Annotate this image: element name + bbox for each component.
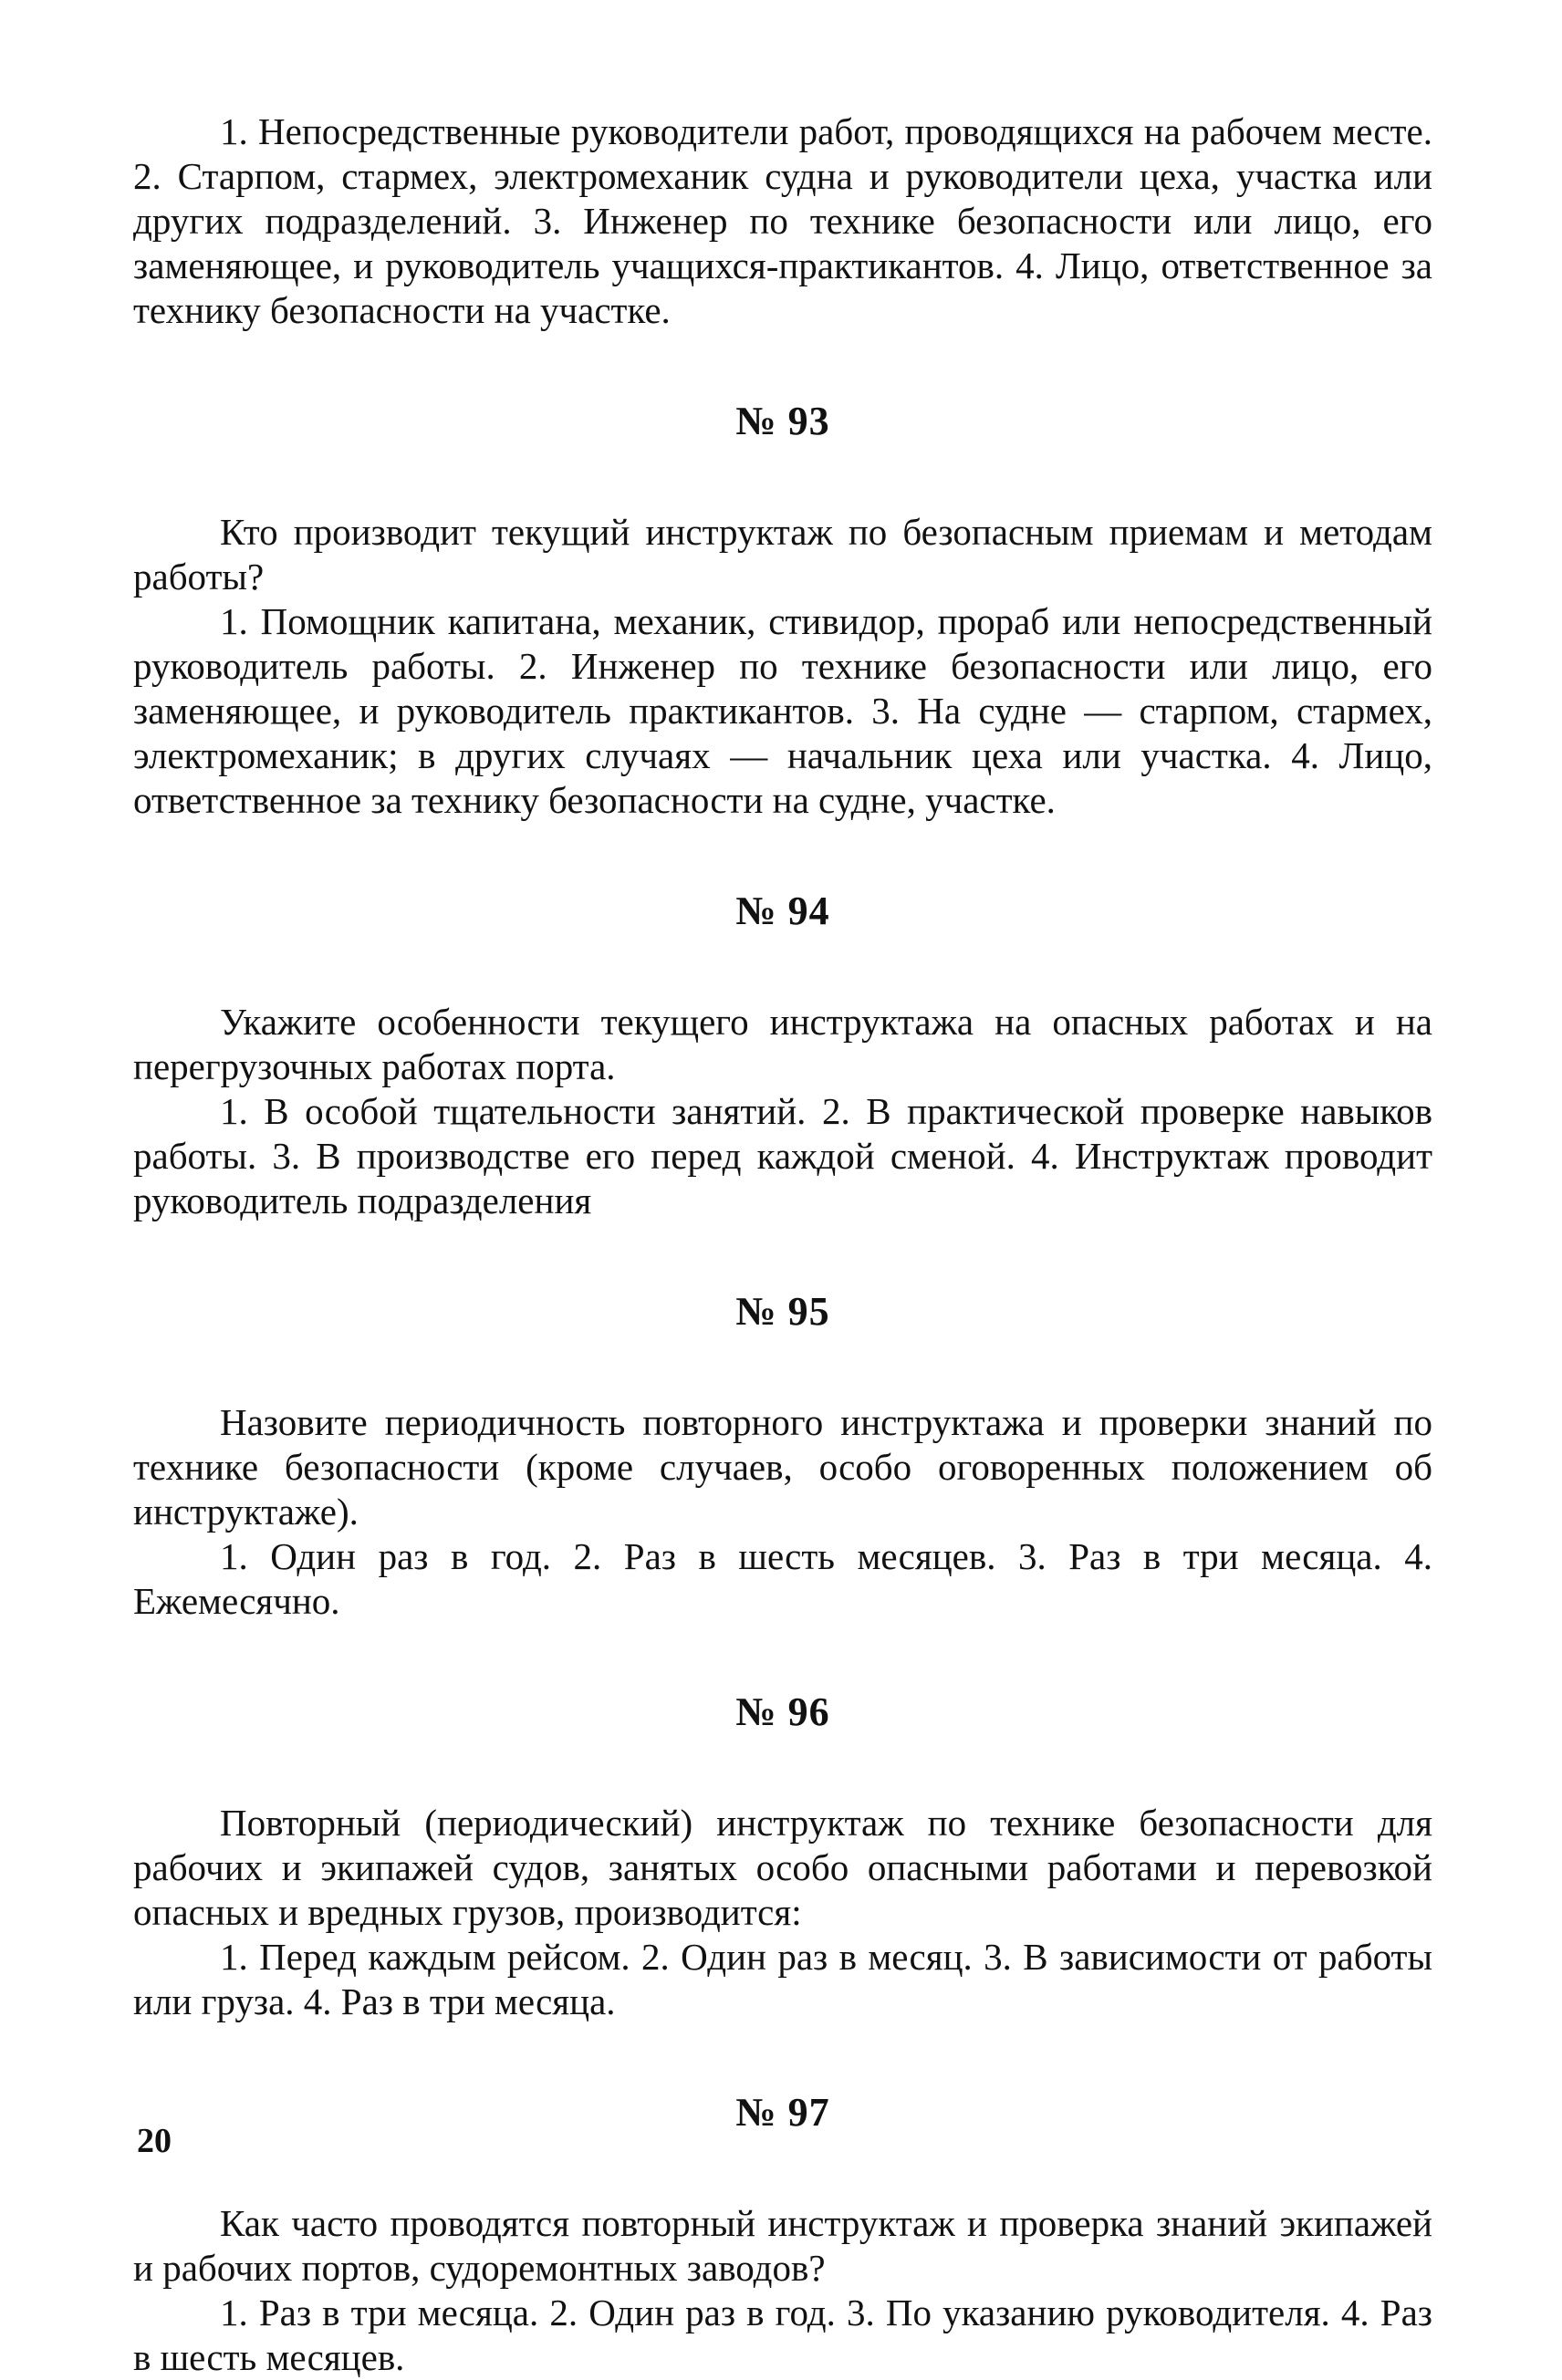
question-text: Повторный (периодический) инструктаж по технике безопасности для рабочих и экипажей судов, занятых особо опасными работами и перевозкой опасных и вредных грузов, производится: <box>133 1802 1432 1933</box>
question-heading: № 95 <box>735 1289 830 1334</box>
question-text: Как часто проводятся повторный инструктаж и проверка знаний экипажей и рабочих портов, судоремонтных заводов? <box>133 2202 1432 2289</box>
question-heading: № 93 <box>735 399 830 443</box>
question-heading: № 96 <box>735 1689 830 1734</box>
answer-options: 1. Раз в три месяца. 2. Один раз в год. 3. По указанию руководителя. 4. Раз в шесть месяцев. <box>133 2292 1432 2378</box>
question-text: Назовите периодичность повторного инструктажа и проверки знаний по технике безопасности (кроме случаев, особо оговоренных положением об инструктаже). <box>133 1401 1432 1533</box>
answer-options: 1. Помощник капитана, механик, стивидор, прораб или непосредственный руководитель работы. 2. Инженер по технике безопасности или лицо, его заменяющее, и руководитель практикантов. 3. На судне — старпом, стармех, электромеханик; в других случаях — начальник цеха или участка. 4. Лицо, ответственное за технику безопасности на судне, участке. <box>133 600 1432 821</box>
question-heading: № 97 <box>735 2090 830 2135</box>
answer-options: 1. Перед каждым рейсом. 2. Один раз в месяц. 3. В зависимости от работы или груза. 4. Раз в три месяца. <box>133 1936 1432 2022</box>
answer-options: 1. Один раз в год. 2. Раз в шесть месяцев. 3. Раз в три месяца. 4. Ежемесячно. <box>133 1535 1432 1622</box>
question-text: Кто производит текущий инструктаж по безопасным приемам и методам работы? <box>133 511 1432 598</box>
question-text: Укажите особенности текущего инструктажа на опасных работах и на перегрузочных работах порта. <box>133 1001 1432 1087</box>
question-block-97 <box>133 2090 1432 2380</box>
answer-options: 1. В особой тщательности занятий. 2. В практической проверке навыков работы. 3. В производстве его перед каждой сменой. 4. Инструктаж проводит руководитель подразделения <box>133 1090 1432 1221</box>
question-heading: № 94 <box>735 889 830 933</box>
question-block-94 <box>133 889 1432 1223</box>
question-block-93 <box>133 399 1432 823</box>
question-block-95 <box>133 1289 1432 1624</box>
page-content <box>133 109 1432 2380</box>
question-block-96 <box>133 1689 1432 2024</box>
intro-answers: 1. Непосредственные руководители работ, проводящихся на рабочем месте. 2. Старпом, стармех, электромеханик судна и руководители цеха, участка или других подразделений. 3. Инженер по технике безопасности или лицо, его заменяющее, и руководитель учащихся-практикантов. 4. Лицо, ответственное за технику безопасности на участке. <box>133 110 1432 331</box>
page-number: 20 <box>137 2122 172 2160</box>
